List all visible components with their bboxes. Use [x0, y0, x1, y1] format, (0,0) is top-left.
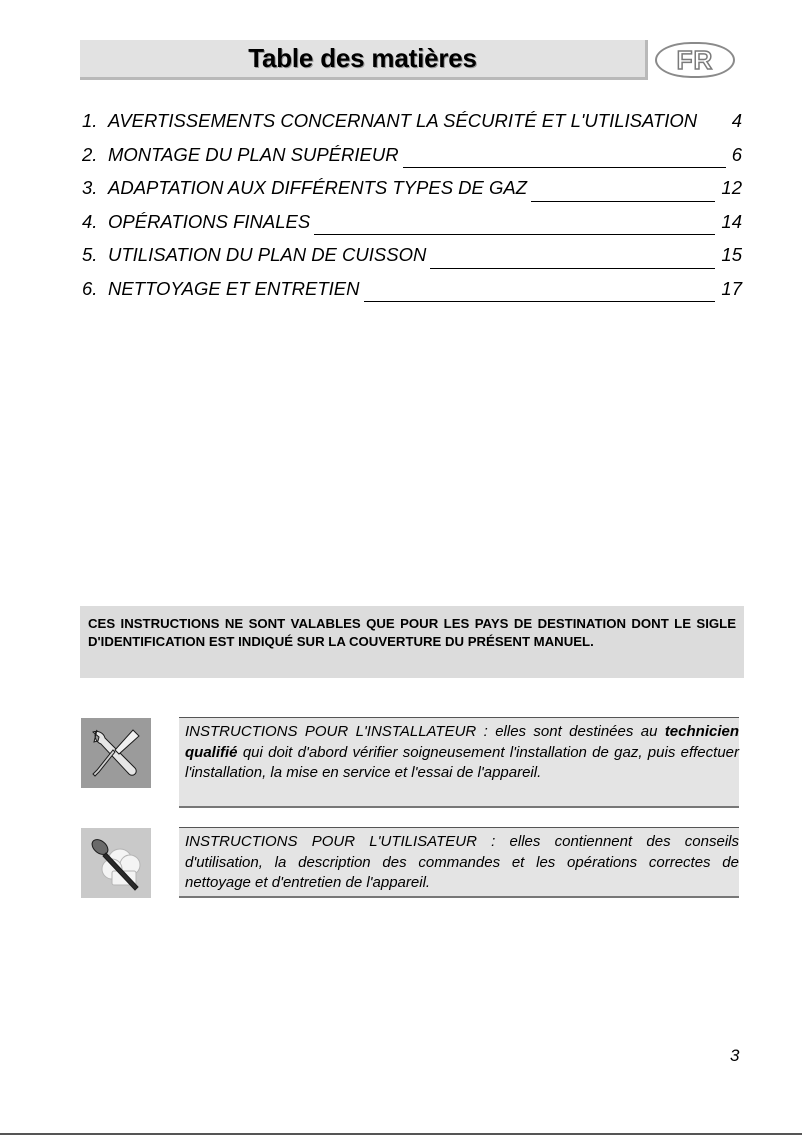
installer-text-after: qui doit d'abord vérifier soigneusement l'installation de gaz, puis effectuer l'installation, la mise en service et l'essai de l'appareil. [185, 743, 739, 781]
page-number: 3 [730, 1046, 740, 1065]
table-of-contents [82, 110, 742, 311]
page-title: Table des matières [248, 43, 477, 73]
bottom-divider [0, 1133, 802, 1135]
installer-text-before: INSTRUCTIONS POUR L'INSTALLATEUR : elles sont destinées au [185, 723, 665, 740]
toc-page: 15 [721, 244, 742, 265]
title-bar [80, 40, 648, 80]
toc-number: 3. [82, 177, 98, 198]
toc-entry[interactable] [82, 110, 742, 144]
toc-label: NETTOYAGE ET ENTRETIEN [108, 277, 360, 299]
toc-number: 6. [82, 277, 98, 299]
toc-entry[interactable] [82, 144, 742, 178]
toc-page: 12 [721, 177, 742, 198]
toc-leader [364, 301, 716, 302]
toc-leader [430, 268, 715, 269]
toc-number: 4. [82, 210, 98, 232]
toc-page: 6 [731, 143, 742, 165]
toc-page: 4 [731, 110, 742, 131]
toc-number: 2. [82, 143, 98, 165]
tools-icon [81, 718, 151, 788]
toc-leader [701, 134, 726, 135]
toc-page: 14 [721, 210, 742, 232]
toc-label: ADAPTATION AUX DIFFÉRENTS TYPES DE GAZ [108, 177, 528, 198]
chef-spoon-icon [81, 828, 151, 898]
toc-leader [403, 167, 726, 168]
toc-entry[interactable] [82, 278, 742, 312]
toc-entry[interactable] [82, 244, 742, 278]
toc-label: UTILISATION DU PLAN DE CUISSON [108, 244, 427, 265]
installer-text-strong: technicien qualifié [185, 723, 739, 761]
toc-label: OPÉRATIONS FINALES [108, 210, 311, 232]
language-badge: FR [655, 42, 735, 78]
spoon-chef-hat-icon [84, 831, 148, 895]
toc-entry[interactable] [82, 211, 742, 245]
country-notice: CES INSTRUCTIONS NE SONT VALABLES QUE POUR LES PAYS DE DESTINATION DONT LE SIGLE D'IDENTIFICATION EST INDIQUÉ SUR LA COUVERTURE DU PRÉSENT MANUEL. [80, 606, 744, 678]
toc-label: MONTAGE DU PLAN SUPÉRIEUR [108, 143, 399, 165]
toc-leader [314, 234, 715, 235]
wrench-screwdriver-icon [85, 722, 147, 784]
toc-leader [531, 201, 715, 202]
toc-label: AVERTISSEMENTS CONCERNANT LA SÉCURITÉ ET L'UTILISATION [108, 110, 698, 131]
installer-instructions [179, 717, 739, 808]
toc-number: 5. [82, 244, 98, 265]
toc-page: 17 [721, 277, 742, 299]
toc-entry[interactable] [82, 177, 742, 211]
toc-number: 1. [82, 110, 98, 131]
user-instructions: INSTRUCTIONS POUR L'UTILISATEUR : elles contiennent des conseils d'utilisation, la description des commandes et les opérations correctes de nettoyage et d'entretien de l'appareil. [179, 827, 739, 898]
